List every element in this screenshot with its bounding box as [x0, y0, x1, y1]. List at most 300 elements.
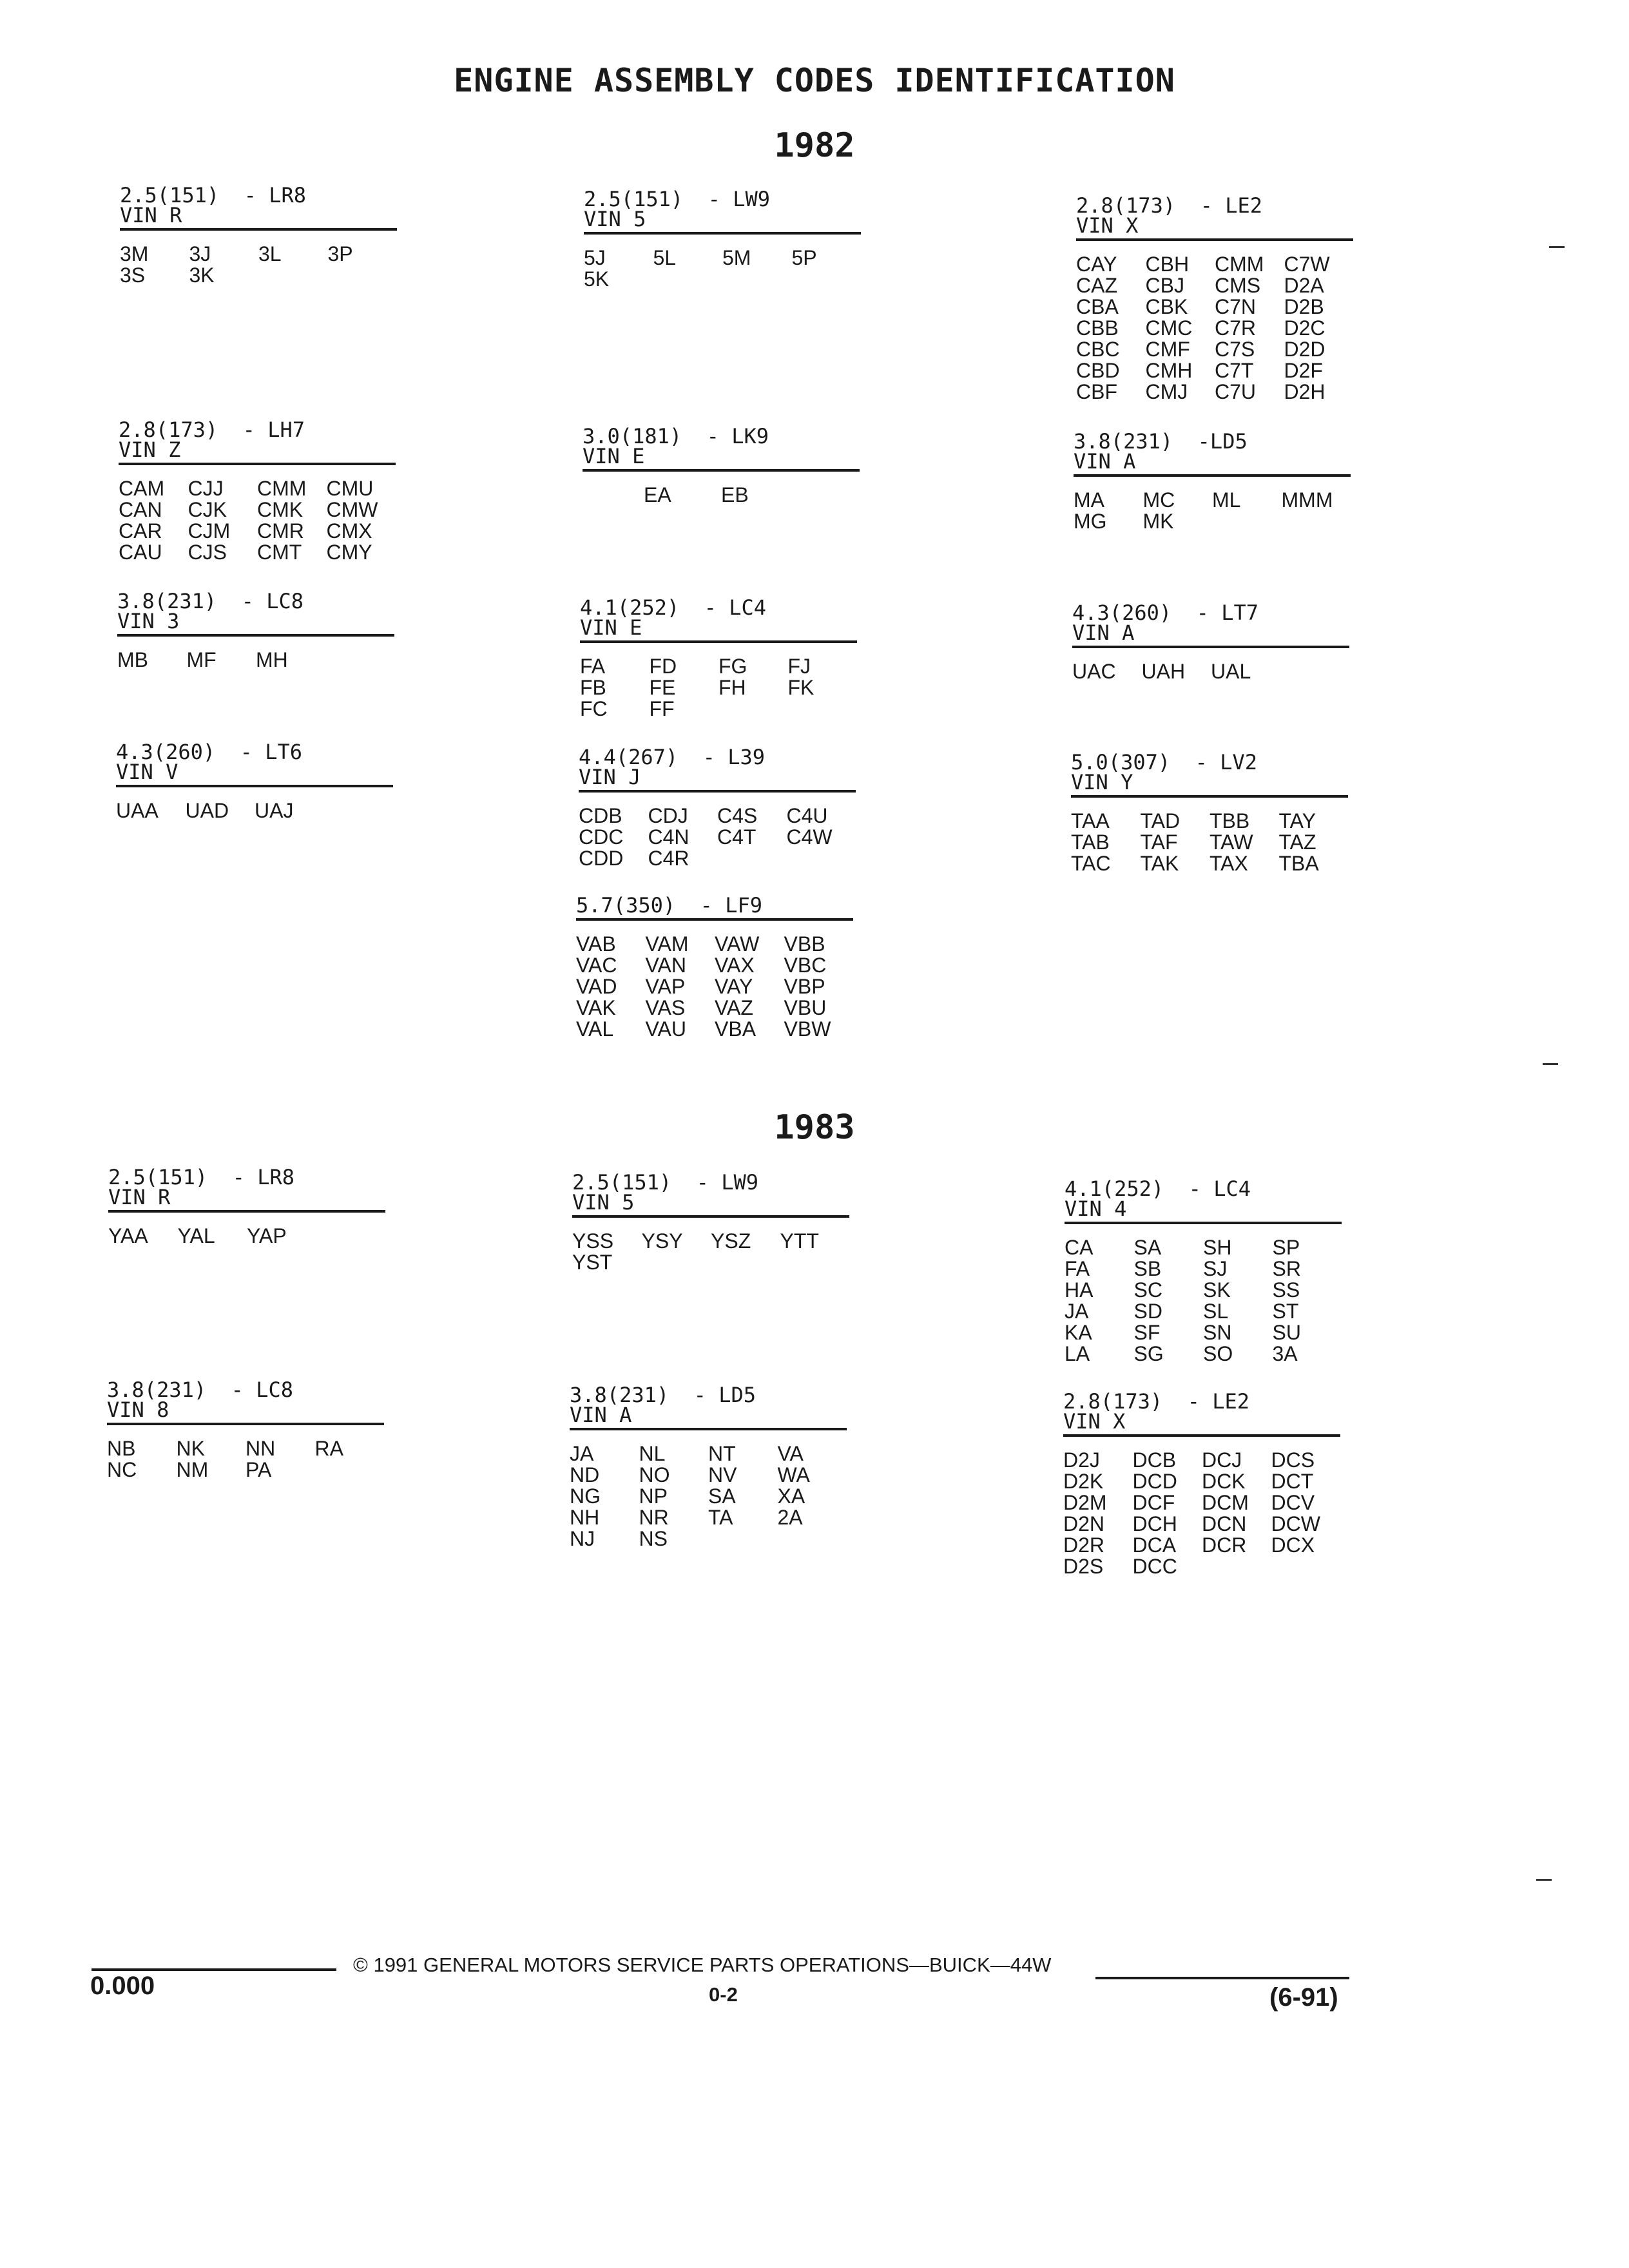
assembly-code-grid: [108, 1225, 385, 1247]
assembly-code: C7T: [1215, 359, 1254, 382]
engine-code-label: 2.5(151) - LW9: [572, 1170, 758, 1195]
assembly-code: NG: [570, 1485, 601, 1508]
assembly-code: FA: [1065, 1257, 1090, 1280]
assembly-code: NO: [639, 1463, 670, 1486]
engine-block-header: [1074, 429, 1351, 477]
assembly-code: CMC: [1145, 316, 1193, 340]
assembly-code: VBC: [784, 954, 827, 977]
assembly-code: NL: [639, 1442, 666, 1465]
engine-block-header: [1063, 1389, 1340, 1437]
assembly-code: TAW: [1210, 831, 1253, 854]
assembly-code: 3K: [189, 264, 215, 287]
assembly-code: CBH: [1145, 253, 1190, 276]
assembly-code: 5L: [653, 246, 677, 269]
engine-block: [580, 595, 857, 720]
assembly-code: SR: [1272, 1257, 1301, 1280]
engine-block: [1063, 1389, 1340, 1578]
assembly-code: SK: [1203, 1278, 1231, 1302]
assembly-code: SO: [1203, 1342, 1233, 1365]
assembly-code: YAP: [247, 1224, 287, 1247]
engine-block: [117, 591, 394, 671]
assembly-code: 3J: [189, 242, 211, 265]
assembly-code: UAA: [116, 799, 159, 822]
assembly-code: VAL: [576, 1017, 614, 1041]
vin-label: VIN E: [580, 615, 642, 640]
assembly-code: DCF: [1132, 1491, 1175, 1514]
assembly-code: YAA: [108, 1224, 148, 1247]
assembly-code: 5J: [584, 246, 606, 269]
assembly-code: DCM: [1202, 1491, 1249, 1514]
assembly-code: TBA: [1278, 852, 1319, 875]
assembly-code: C7N: [1215, 295, 1257, 318]
assembly-code: WA: [777, 1463, 810, 1486]
assembly-code: MF: [186, 648, 217, 671]
assembly-code: MB: [117, 648, 148, 671]
assembly-code: NP: [639, 1485, 668, 1508]
footer-rule-left: [92, 1968, 336, 1971]
assembly-code-grid: [1063, 1450, 1340, 1577]
assembly-code: TAD: [1140, 809, 1181, 832]
assembly-code: EA: [644, 483, 671, 506]
assembly-code: YAL: [177, 1224, 215, 1247]
assembly-code: 5K: [584, 267, 610, 291]
assembly-code: C4R: [648, 847, 689, 870]
engine-code-label: 2.8(173) - LE2: [1063, 1389, 1249, 1414]
assembly-code-grid: [583, 485, 860, 506]
assembly-code: 3S: [120, 264, 146, 287]
assembly-code: CA: [1065, 1236, 1094, 1259]
engine-block-header: [120, 183, 397, 231]
assembly-code-grid: [107, 1438, 384, 1481]
assembly-code-grid: [576, 934, 853, 1040]
assembly-code: MC: [1142, 488, 1175, 512]
assembly-code: UAD: [185, 799, 229, 822]
assembly-code-grid: [120, 244, 397, 286]
assembly-code: D2N: [1063, 1512, 1105, 1535]
assembly-code: CMK: [257, 498, 304, 521]
engine-block: [576, 893, 853, 1041]
assembly-code-grid: [117, 649, 394, 671]
assembly-code: TAF: [1140, 831, 1178, 854]
assembly-code: CBA: [1076, 295, 1119, 318]
engine-code-label: 2.8(173) - LE2: [1076, 193, 1262, 218]
assembly-code: 5M: [722, 246, 751, 269]
assembly-code: NB: [107, 1437, 136, 1460]
assembly-code: VBU: [784, 996, 827, 1019]
assembly-code: NJ: [570, 1527, 595, 1550]
margin-mark: [1543, 1063, 1558, 1065]
assembly-code: DCX: [1271, 1533, 1315, 1557]
assembly-code-grid: [579, 805, 856, 869]
vin-label: VIN J: [579, 765, 641, 789]
assembly-code: ST: [1272, 1300, 1299, 1323]
assembly-code: CBC: [1076, 338, 1120, 361]
assembly-code: CMX: [326, 519, 372, 543]
assembly-code: C4U: [786, 804, 828, 827]
assembly-code-grid: [1074, 490, 1351, 532]
engine-code-label: 5.7(350) - LF9: [576, 893, 762, 918]
assembly-code: VAS: [645, 996, 686, 1019]
assembly-code: NV: [708, 1463, 737, 1486]
assembly-code: DCH: [1132, 1512, 1177, 1535]
engine-block-header: [1071, 750, 1348, 798]
assembly-code: FH: [718, 676, 746, 699]
assembly-code: CBB: [1076, 316, 1119, 340]
assembly-code: 3L: [258, 242, 282, 265]
assembly-code: CMR: [257, 519, 304, 543]
vin-label: VIN 5: [572, 1190, 635, 1215]
assembly-code: VAD: [576, 975, 617, 998]
assembly-code: JA: [1065, 1300, 1089, 1323]
assembly-code: MMM: [1281, 488, 1333, 512]
assembly-code: D2C: [1284, 316, 1325, 340]
assembly-code: NS: [639, 1527, 668, 1550]
vin-label: VIN 4: [1065, 1196, 1127, 1221]
vin-label: VIN X: [1076, 213, 1139, 238]
assembly-code: SA: [1133, 1236, 1162, 1259]
assembly-code: FD: [649, 655, 677, 678]
assembly-code: TBB: [1210, 809, 1250, 832]
vin-label: VIN A: [1072, 620, 1135, 645]
assembly-code: DCB: [1132, 1448, 1177, 1472]
engine-code-label: 4.1(252) - LC4: [580, 595, 766, 620]
assembly-code: UAL: [1211, 660, 1251, 683]
assembly-code: MH: [256, 648, 288, 671]
assembly-code: 2A: [777, 1506, 803, 1529]
engine-code-label: 2.5(151) - LR8: [108, 1165, 294, 1189]
assembly-code: C4W: [786, 825, 833, 849]
assembly-code: SH: [1203, 1236, 1232, 1259]
assembly-code: D2R: [1063, 1533, 1105, 1557]
assembly-code: SL: [1203, 1300, 1229, 1323]
vin-label: VIN 5: [584, 207, 646, 231]
assembly-code: CJK: [188, 498, 227, 521]
assembly-code: DCK: [1202, 1470, 1246, 1493]
assembly-code: CJS: [188, 541, 227, 564]
engine-block: [1074, 429, 1351, 533]
assembly-code: TAX: [1210, 852, 1248, 875]
assembly-code: CMH: [1145, 359, 1193, 382]
engine-code-label: 4.1(252) - LC4: [1065, 1177, 1251, 1201]
assembly-code: 3A: [1272, 1342, 1298, 1365]
assembly-code: SC: [1133, 1278, 1162, 1302]
assembly-code: CMU: [326, 477, 374, 500]
assembly-code: SP: [1272, 1236, 1300, 1259]
assembly-code: XA: [777, 1485, 805, 1508]
assembly-code: 3M: [120, 242, 149, 265]
assembly-code: VAX: [715, 954, 755, 977]
engine-code-label: 4.4(267) - L39: [579, 745, 765, 769]
assembly-code: D2J: [1063, 1448, 1100, 1472]
engine-code-label: 3.0(181) - LK9: [583, 424, 769, 448]
page-title: ENGINE ASSEMBLY CODES IDENTIFICATION: [454, 62, 1175, 99]
assembly-code-grid: [580, 656, 857, 720]
engine-block-header: [580, 595, 857, 643]
assembly-code: CAU: [119, 541, 162, 564]
engine-block-header: [572, 1170, 849, 1218]
assembly-code-grid: [1071, 811, 1348, 874]
engine-block: [572, 1170, 849, 1274]
assembly-code: HA: [1065, 1278, 1094, 1302]
assembly-code: TAA: [1071, 809, 1110, 832]
assembly-code: MK: [1142, 510, 1174, 533]
assembly-code: UAC: [1072, 660, 1116, 683]
assembly-code: FC: [580, 697, 608, 720]
assembly-code: TAB: [1071, 831, 1110, 854]
assembly-code: VA: [777, 1442, 804, 1465]
engine-block: [1072, 603, 1349, 682]
assembly-code: D2D: [1284, 338, 1325, 361]
engine-block-header: [570, 1385, 847, 1430]
assembly-code: NK: [176, 1437, 205, 1460]
assembly-code: TA: [708, 1506, 733, 1529]
assembly-code: CAN: [119, 498, 162, 521]
assembly-code-grid: [116, 800, 393, 822]
margin-mark: [1549, 246, 1565, 248]
engine-code-label: 5.0(307) - LV2: [1071, 750, 1257, 774]
engine-block-header: [1076, 193, 1353, 241]
assembly-code: VAZ: [715, 996, 753, 1019]
footer-copyright: © 1991 GENERAL MOTORS SERVICE PARTS OPERATIONS—BUICK—44W: [353, 1954, 1052, 1976]
vin-label: VIN V: [116, 760, 178, 784]
assembly-code: FB: [580, 676, 606, 699]
assembly-code: CBK: [1145, 295, 1188, 318]
assembly-code: C7S: [1215, 338, 1255, 361]
assembly-code: D2A: [1284, 274, 1324, 297]
engine-code-label: 4.3(260) - LT6: [116, 740, 302, 764]
assembly-code: CDB: [579, 804, 622, 827]
vin-label: VIN Z: [119, 437, 181, 462]
assembly-code: ML: [1212, 488, 1241, 512]
assembly-code: TAK: [1140, 852, 1179, 875]
engine-code-label: 4.3(260) - LT7: [1072, 601, 1258, 625]
engine-block-header: [116, 742, 393, 787]
assembly-code: SF: [1133, 1321, 1161, 1344]
engine-block: [1071, 750, 1348, 875]
engine-code-label: 2.5(151) - LR8: [120, 183, 306, 207]
assembly-code: CDJ: [648, 804, 688, 827]
engine-block: [570, 1385, 847, 1550]
assembly-code: NN: [246, 1437, 276, 1460]
assembly-code: FE: [649, 676, 676, 699]
assembly-code: DCA: [1132, 1533, 1177, 1557]
engine-block: [107, 1380, 384, 1481]
assembly-code: SN: [1203, 1321, 1232, 1344]
assembly-code: TAY: [1278, 809, 1316, 832]
assembly-code: CJJ: [188, 477, 224, 500]
assembly-code: CAZ: [1076, 274, 1117, 297]
assembly-code: VAU: [645, 1017, 686, 1041]
assembly-code: C7R: [1215, 316, 1257, 340]
engine-block-header: [108, 1165, 385, 1213]
assembly-code: YTT: [780, 1229, 819, 1253]
engine-block-header: [117, 591, 394, 637]
engine-code-label: 3.8(231) - LC8: [107, 1378, 293, 1402]
assembly-code: CMS: [1215, 274, 1261, 297]
assembly-code: CMM: [1215, 253, 1264, 276]
assembly-code: CAM: [119, 477, 165, 500]
assembly-code: CBF: [1076, 380, 1117, 403]
engine-block: [583, 424, 860, 506]
assembly-code: MA: [1074, 488, 1104, 512]
vin-label: VIN R: [108, 1185, 171, 1209]
assembly-code: SG: [1133, 1342, 1164, 1365]
assembly-code: CAY: [1076, 253, 1117, 276]
assembly-code: ND: [570, 1463, 600, 1486]
assembly-code: NH: [570, 1506, 600, 1529]
engine-block: [579, 747, 856, 869]
assembly-code: FA: [580, 655, 606, 678]
assembly-code: CMT: [257, 541, 302, 564]
assembly-code: UAJ: [255, 799, 294, 822]
assembly-code: VBP: [784, 975, 825, 998]
margin-mark: [1536, 1879, 1552, 1881]
engine-block-header: [579, 747, 856, 793]
vin-label: VIN A: [1074, 449, 1136, 474]
assembly-code: SJ: [1203, 1257, 1228, 1280]
engine-block-header: [576, 893, 853, 921]
assembly-code: D2H: [1284, 380, 1325, 403]
assembly-code: VBW: [784, 1017, 831, 1041]
vin-label: VIN Y: [1071, 770, 1133, 794]
assembly-code: VAC: [576, 954, 617, 977]
engine-code-label: 2.8(173) - LH7: [119, 418, 305, 442]
assembly-code: VAB: [576, 932, 616, 956]
assembly-code: CMM: [257, 477, 307, 500]
assembly-code: D2M: [1063, 1491, 1107, 1514]
engine-block-header: [1065, 1179, 1342, 1224]
assembly-code: NR: [639, 1506, 669, 1529]
assembly-code: C4T: [717, 825, 757, 849]
assembly-code: VBA: [715, 1017, 757, 1041]
assembly-code: NC: [107, 1458, 137, 1481]
assembly-code: VAW: [715, 932, 760, 956]
vin-label: VIN R: [120, 203, 182, 227]
assembly-code: VAM: [645, 932, 689, 956]
assembly-code: CDC: [579, 825, 624, 849]
assembly-code-grid: [1076, 254, 1353, 403]
assembly-code: SB: [1133, 1257, 1162, 1280]
assembly-code: UAH: [1141, 660, 1186, 683]
assembly-code: TAZ: [1278, 831, 1316, 854]
assembly-code: FG: [718, 655, 747, 678]
assembly-code: KA: [1065, 1321, 1092, 1344]
assembly-code: CJM: [188, 519, 231, 543]
assembly-code: PA: [246, 1458, 272, 1481]
assembly-code: D2K: [1063, 1470, 1104, 1493]
assembly-code: JA: [570, 1442, 594, 1465]
assembly-code-grid: [584, 247, 861, 290]
assembly-code-grid: [119, 478, 396, 563]
engine-block: [1076, 193, 1353, 403]
assembly-code: CMJ: [1145, 380, 1188, 403]
assembly-code: CMY: [326, 541, 372, 564]
assembly-code: YSY: [641, 1229, 683, 1253]
engine-code-label: 3.8(231) - LC8: [117, 589, 304, 613]
engine-code-label: 3.8(231) - LD5: [570, 1383, 756, 1407]
engine-block-header: [107, 1380, 384, 1425]
footer-right-number: (6-91): [1269, 1983, 1338, 2012]
assembly-code: YSS: [572, 1229, 614, 1253]
assembly-code: 5P: [791, 246, 817, 269]
assembly-code: DCV: [1271, 1491, 1315, 1514]
assembly-code: MG: [1074, 510, 1107, 533]
assembly-code: CBD: [1076, 359, 1120, 382]
engine-block-header: [1072, 603, 1349, 648]
footer-left-number: 0.000: [90, 1972, 155, 2000]
engine-block: [119, 420, 396, 563]
engine-code-label: 3.8(231) -LD5: [1074, 429, 1248, 454]
assembly-code: C4S: [717, 804, 758, 827]
assembly-code: 3P: [327, 242, 353, 265]
assembly-code: VAK: [576, 996, 616, 1019]
engine-block-header: [119, 420, 396, 465]
assembly-code: D2S: [1063, 1555, 1104, 1578]
assembly-code: VBB: [784, 932, 825, 956]
vin-label: VIN 3: [117, 609, 180, 633]
assembly-code: FK: [787, 676, 815, 699]
assembly-code: DCR: [1202, 1533, 1247, 1557]
engine-block-header: [584, 189, 861, 235]
assembly-code: VAN: [645, 954, 686, 977]
assembly-code: LA: [1065, 1342, 1090, 1365]
assembly-code: D2B: [1284, 295, 1324, 318]
assembly-code: DCN: [1202, 1512, 1247, 1535]
assembly-code-grid: [572, 1231, 849, 1273]
vin-label: VIN X: [1063, 1409, 1126, 1434]
assembly-code: VAP: [645, 975, 686, 998]
assembly-code: DCC: [1132, 1555, 1177, 1578]
vin-label: VIN A: [570, 1403, 632, 1427]
vin-label: VIN 8: [107, 1398, 169, 1422]
assembly-code: SA: [708, 1485, 736, 1508]
assembly-code: CMW: [326, 498, 378, 521]
assembly-code-grid: [1065, 1237, 1342, 1365]
assembly-code: EB: [721, 483, 749, 506]
assembly-code: NM: [176, 1458, 209, 1481]
assembly-code: DCT: [1271, 1470, 1314, 1493]
assembly-code: C7W: [1284, 253, 1330, 276]
engine-code-label: 2.5(151) - LW9: [584, 187, 770, 211]
assembly-code: C7U: [1215, 380, 1257, 403]
engine-block: [1065, 1179, 1342, 1365]
assembly-code: SD: [1133, 1300, 1162, 1323]
footer-page-number: 0-2: [709, 1983, 738, 2006]
assembly-code: FF: [649, 697, 675, 720]
assembly-code: NT: [708, 1442, 736, 1465]
assembly-code: RA: [314, 1437, 343, 1460]
engine-block: [120, 183, 397, 287]
assembly-code: DCS: [1271, 1448, 1315, 1472]
assembly-code: C4N: [648, 825, 689, 849]
engine-block: [108, 1165, 385, 1247]
assembly-code: YSZ: [711, 1229, 751, 1253]
engine-block: [116, 742, 393, 822]
assembly-code: CAR: [119, 519, 162, 543]
assembly-code: FJ: [787, 655, 811, 678]
assembly-code: SS: [1272, 1278, 1300, 1302]
assembly-code: DCD: [1132, 1470, 1177, 1493]
assembly-code: D2F: [1284, 359, 1323, 382]
vin-label: VIN E: [583, 444, 645, 468]
footer-rule-right: [1095, 1977, 1349, 1979]
assembly-code-grid: [570, 1443, 847, 1550]
engine-block-header: [583, 424, 860, 472]
assembly-code: VAY: [715, 975, 753, 998]
assembly-code: CMF: [1145, 338, 1190, 361]
assembly-code-grid: [1072, 661, 1349, 682]
engine-block: [584, 189, 861, 290]
